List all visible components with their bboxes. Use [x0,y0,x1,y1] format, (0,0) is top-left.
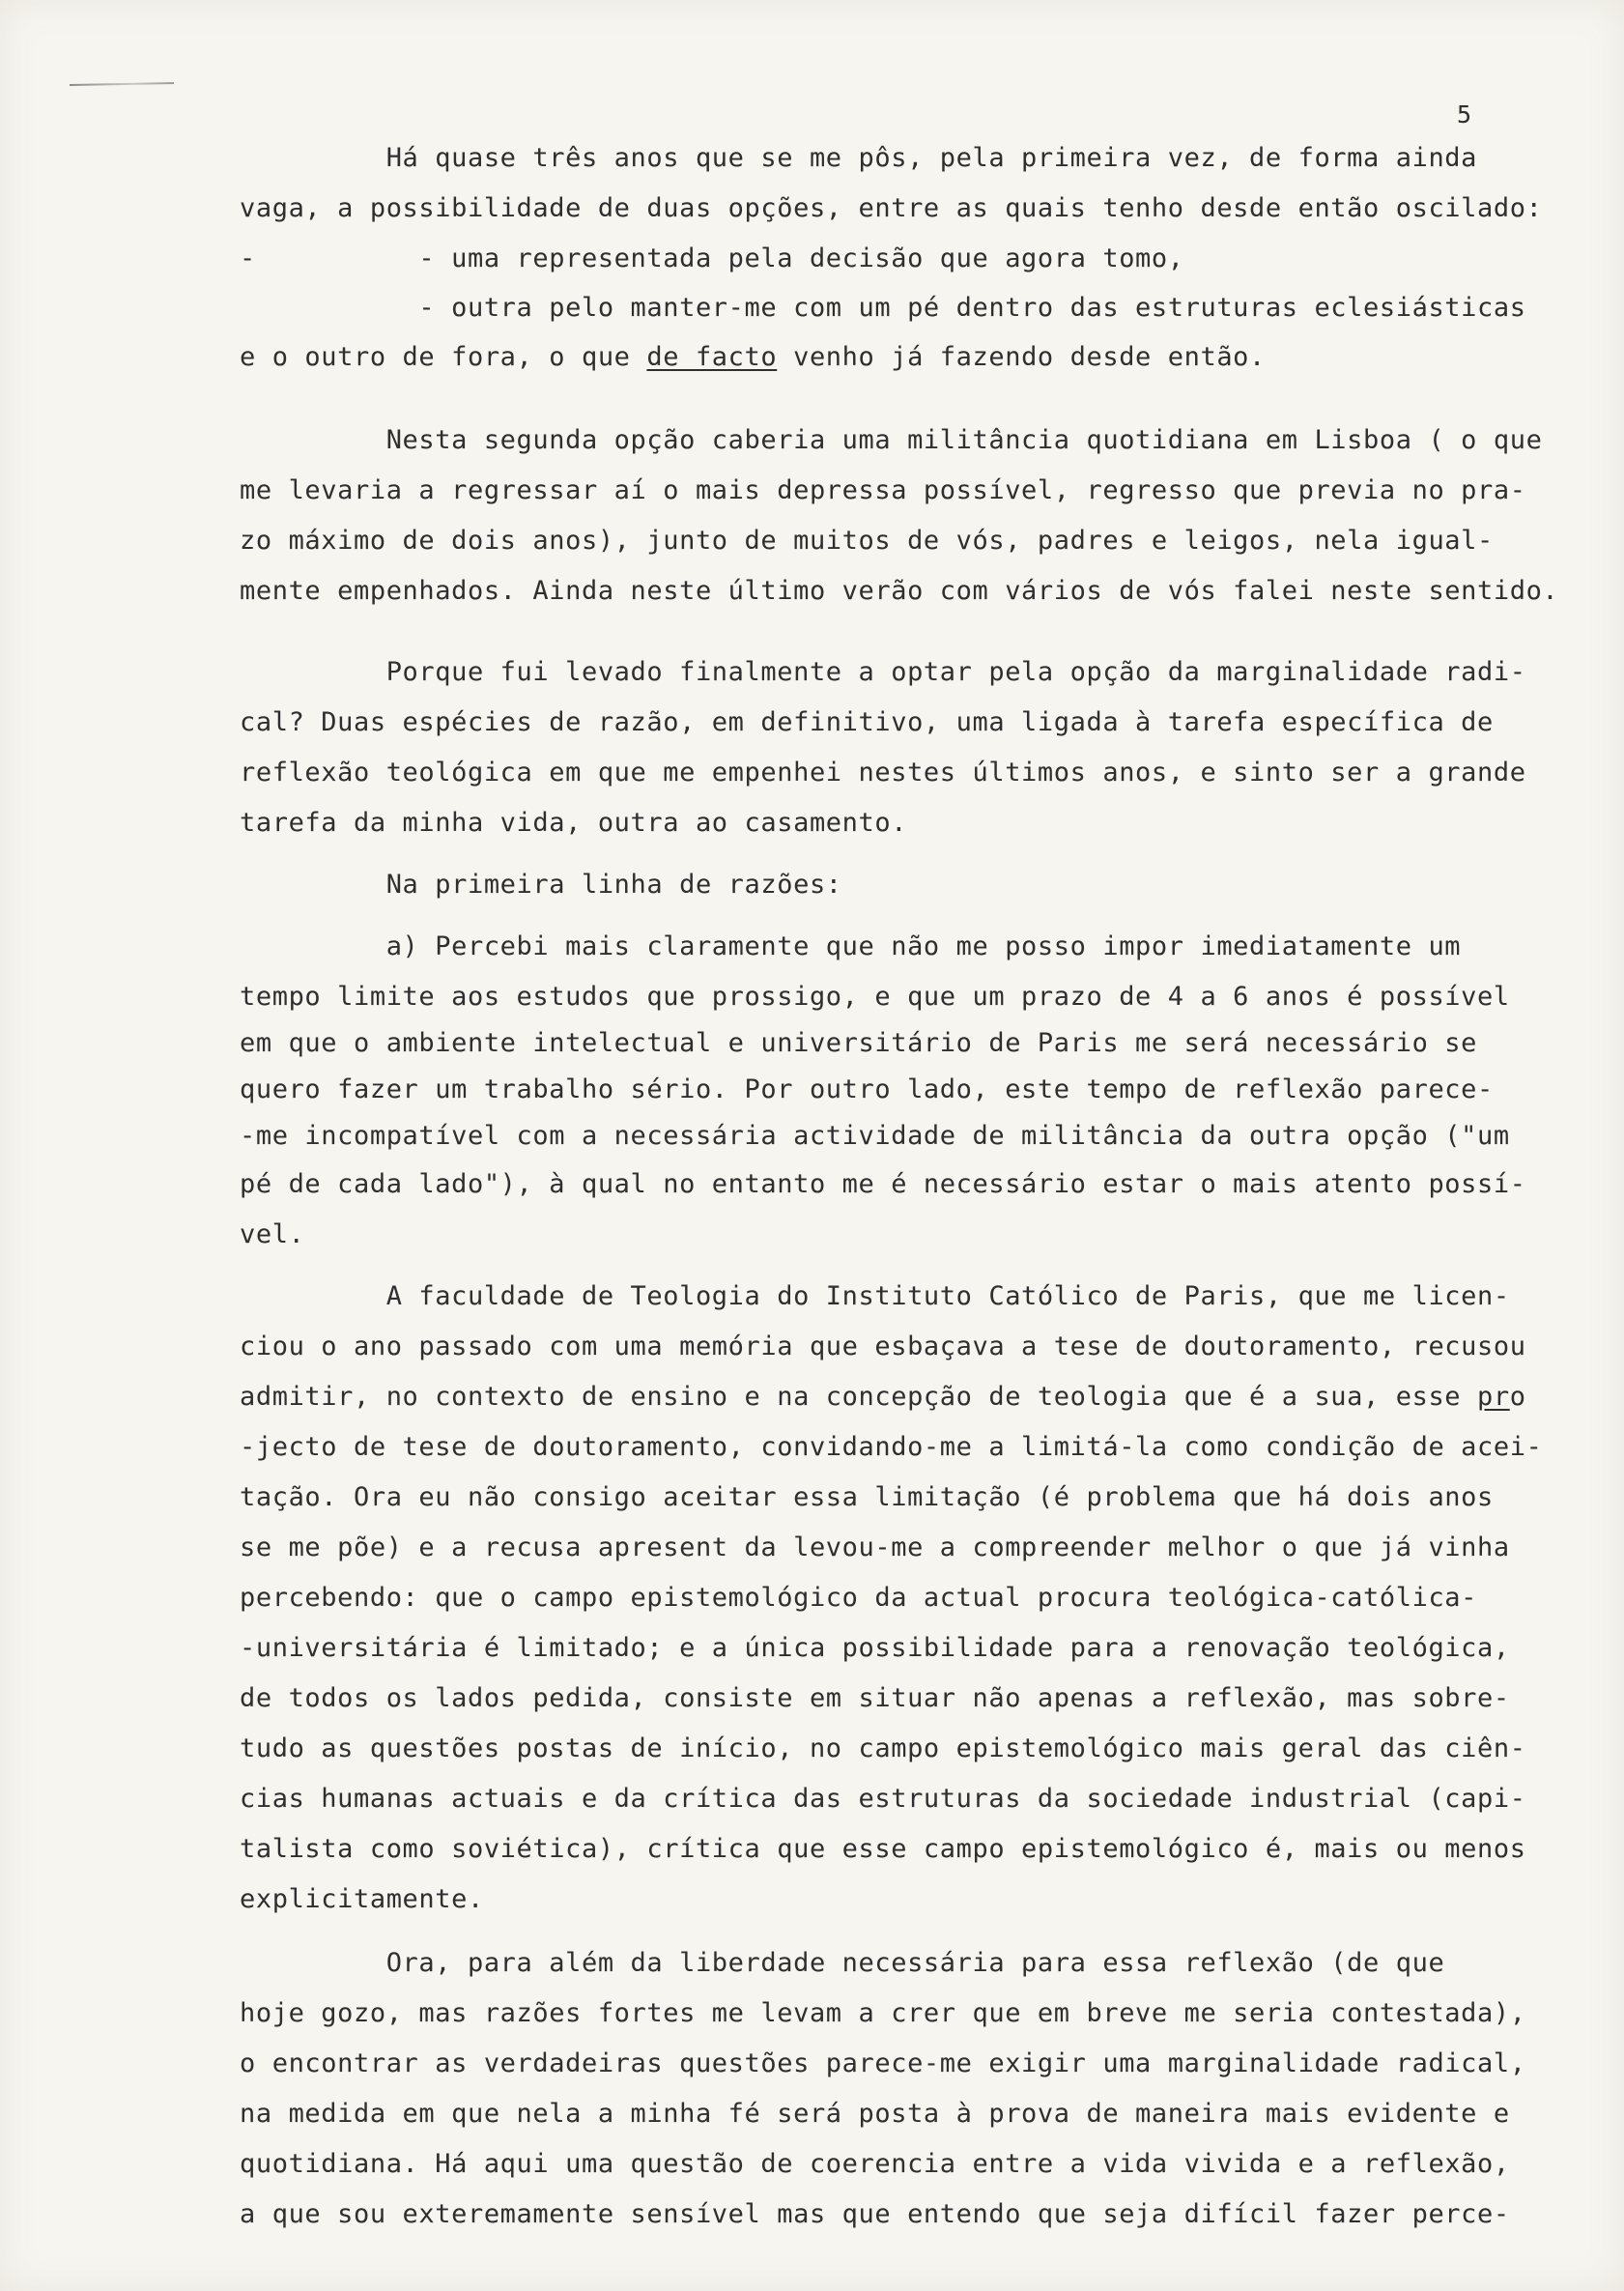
text-line: em que o ambiente intelectual e universitário de Paris me será necessário se [240,1028,1478,1058]
text-line: de todos os lados pedida, consiste em situar não apenas a reflexão, mas sobre- [240,1683,1510,1713]
text-line: Ora, para além da liberdade necessária para essa reflexão (de que [240,1948,1445,1978]
text-line: -me incompatível com a necessária actividade de militância da outra opção ("um [240,1121,1510,1151]
staple-mark [70,82,174,86]
text-line: - outra pelo manter-me com um pé dentro das estruturas eclesiásticas [240,293,1526,323]
text-line: tempo limite aos estudos que prossigo, e que um prazo de 4 a 6 anos é possível [240,982,1510,1012]
text-line: quotidiana. Há aqui uma questão de coerencia entre a vida vivida e a reflexão, [240,2149,1510,2179]
text-line: a que sou exteremamente sensível mas que entendo que seja difícil fazer perce- [240,2199,1510,2229]
text-line: o encontrar as verdadeiras questões parece-me exigir uma marginalidade radical, [240,2048,1526,2078]
text-line: Há quase três anos que se me pôs, pela primeira vez, de forma ainda [240,143,1478,173]
text-line: ciou o ano passado com uma memória que esbaçava a tese de doutoramento, recusou [240,1332,1526,1361]
text-line: cal? Duas espécies de razão, em definitivo, uma ligada à tarefa específica de [240,707,1494,737]
text-line: reflexão teológica em que me empenhei nestes últimos anos, e sinto ser a grande [240,758,1526,788]
text-line: quero fazer um trabalho sério. Por outro lado, este tempo de reflexão parece- [240,1074,1494,1104]
text-line: tudo as questões postas de início, no campo epistemológico mais geral das ciên- [240,1733,1526,1763]
text-line: talista como soviética), crítica que esse campo epistemológico é, mais ou menos [240,1834,1526,1864]
text-line: tarefa da minha vida, outra ao casamento. [240,808,908,838]
text-line: hoje gozo, mas razões fortes me levam a crer que em breve me seria contestada), [240,1998,1526,2028]
text-line: a) Percebi mais claramente que não me posso impor imediatamente um [240,931,1462,961]
text-line: A faculdade de Teologia do Instituto Católico de Paris, que me licen- [240,1281,1510,1311]
text-line: pé de cada lado"), à qual no entanto me é necessário estar o mais atento possí- [240,1169,1526,1199]
text-line: explicitamente. [240,1884,484,1914]
text-line: vel. [240,1219,305,1249]
text-line: cias humanas actuais e da crítica das estruturas da sociedade industrial (capi- [240,1784,1526,1814]
text-line: -jecto de tese de doutoramento, convidando-me a limitá-la como condição de acei- [240,1432,1543,1462]
text-line: -universitária é limitado; e a única possibilidade para a renovação teológica, [240,1633,1510,1663]
text-line: Porque fui levado finalmente a optar pela opção da marginalidade radi- [240,657,1526,687]
text-line: me levaria a regressar aí o mais depressa possível, regresso que previa no pra- [240,475,1526,505]
text-line: admitir, no contexto de ensino e na concepção de teologia que é a sua, esse pro [240,1382,1526,1412]
text-line: Na primeira linha de razões: [240,870,842,900]
text-line: e o outro de fora, o que de facto venho já fazendo desde então. [240,342,1266,372]
text-line: - - uma representada pela decisão que agora tomo, [240,243,1184,273]
text-line: Nesta segunda opção caberia uma militância quotidiana em Lisboa ( o que [240,425,1543,455]
text-line: na medida em que nela a minha fé será posta à prova de maneira mais evidente e [240,2099,1510,2129]
text-line: tação. Ora eu não consigo aceitar essa limitação (é problema que há dois anos [240,1482,1494,1512]
page-number: 5 [1457,100,1473,129]
text-line: vaga, a possibilidade de duas opções, entre as quais tenho desde então oscilado: [240,193,1543,223]
text-line: se me põe) e a recusa apresent da levou-me a compreender melhor o que já vinha [240,1532,1510,1562]
text-line: mente empenhados. Ainda neste último verão com vários de vós falei neste sentido. [240,576,1559,606]
text-line: percebendo: que o campo epistemológico da actual procura teológica-católica- [240,1583,1478,1613]
text-line: zo máximo de dois anos), junto de muitos de vós, padres e leigos, nela igual- [240,526,1494,556]
